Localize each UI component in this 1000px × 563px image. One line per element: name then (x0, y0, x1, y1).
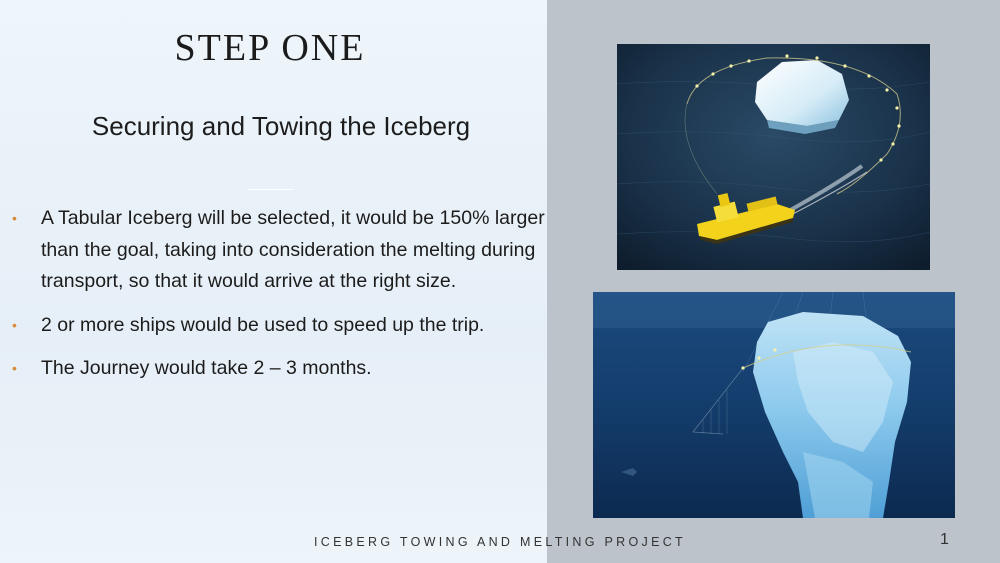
underwater-iceberg-photo (593, 292, 955, 518)
footer-text: ICEBERG TOWING AND MELTING PROJECT (314, 535, 686, 549)
bullet-marker: • (12, 210, 17, 226)
footer (0, 533, 1000, 551)
bullet-item (12, 310, 547, 342)
divider (248, 189, 294, 190)
bullet-text: The Journey would take 2 – 3 months. (41, 357, 372, 379)
bullet-text: 2 or more ships would be used to speed up the trip. (41, 313, 485, 336)
bullet-marker: • (12, 360, 17, 376)
ship-towing-iceberg-photo (617, 44, 930, 270)
bullet-text: A Tabular Iceberg will be selected, it would be 150% larger than the goal, taking into consideration the melting during transport, so that it would arrive at the right size. (41, 207, 545, 292)
bullet-item (12, 203, 547, 298)
slide-subtitle: Securing and Towing the Iceberg (91, 111, 471, 141)
bullet-marker: • (12, 316, 17, 333)
slide-title: STEP ONE (174, 27, 366, 69)
bullet-item (12, 353, 547, 385)
bullet-list (12, 203, 547, 397)
page-number: 1 (940, 531, 949, 548)
